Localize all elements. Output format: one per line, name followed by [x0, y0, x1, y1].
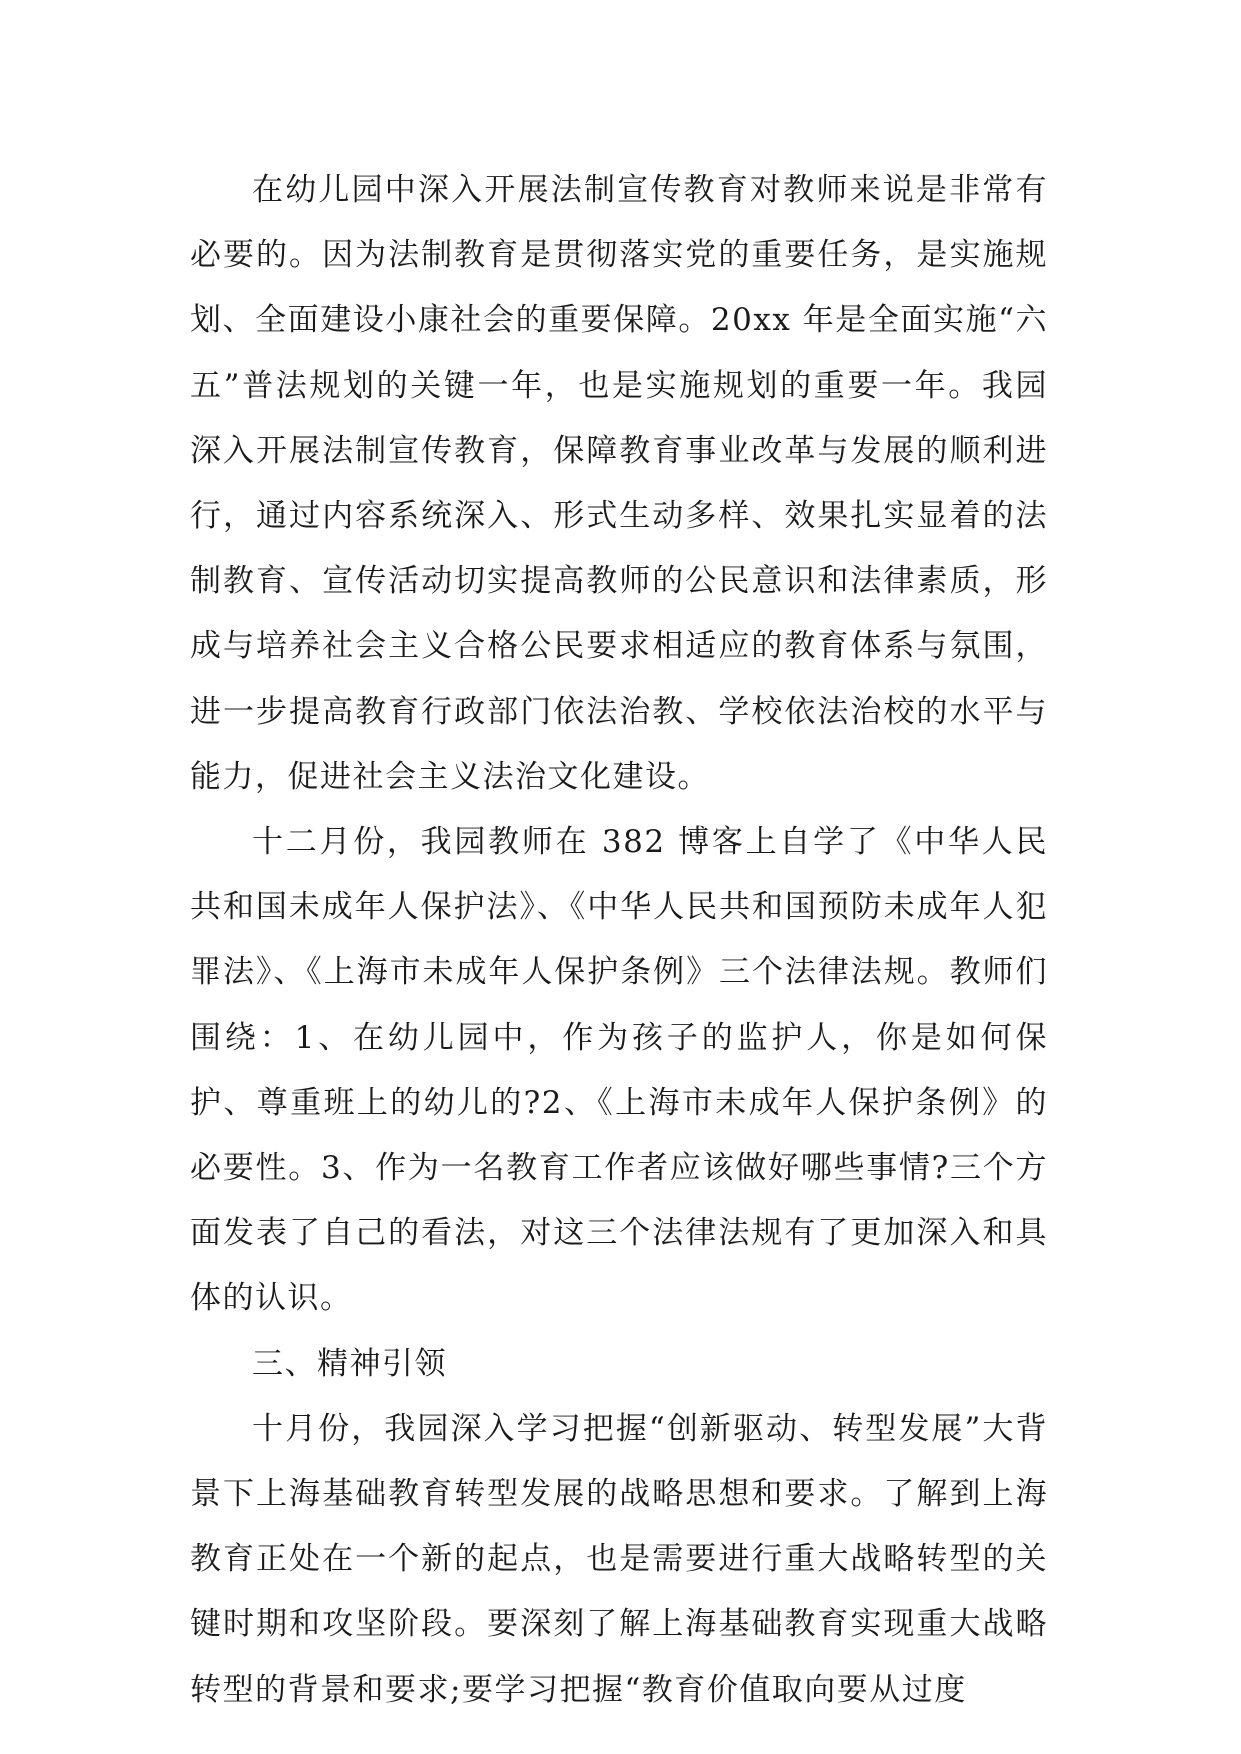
document-body: [190, 158, 1048, 1723]
paragraph-legal-education: 在幼儿园中深入开展法制宣传教育对教师来说是非常有必要的。因为法制教育是贯彻落实党的重要任务，是实施规划、全面建设小康社会的重要保障。20xx 年是全面实施“六五”普法规划的关键一年，也是实施规划的重要一年。我园深入开展法制宣传教育，保障教育事业改革与发展的顺利进行，通过内容系统深入、形式生动多样、效果扎实显着的法制教育、宣传活动切实提高教师的公民意识和法律素质，形成与培养社会主义合格公民要求相适应的教育体系与氛围，进一步提高教育行政部门依法治教、学校依法治校的水平与能力，促进社会主义法治文化建设。: [190, 172, 1048, 795]
section-heading: 三、精神引领: [252, 1345, 447, 1382]
paragraph-december-study: 十二月份，我园教师在 382 博客上自学了《中华人民共和国未成年人保护法》、《中华人民共和国预防未成年人犯罪法》、《上海市未成年人保护条例》三个法律法规。教师们围绕：1、在幼儿园中，作为孩子的监护人，你是如何保护、尊重班上的幼儿的?2、《上海市未成年人保护条例》的必要性。3、作为一名教育工作者应该做好哪些事情?三个方面发表了自己的看法，对这三个法律法规有了更加深入和具体的认识。: [190, 824, 1048, 1317]
paragraph-october-study: 十月份，我园深入学习把握“创新驱动、转型发展”大背景下上海基础教育转型发展的战略思想和要求。了解到上海教育正处在一个新的起点，也是需要进行重大战略转型的关键时期和攻坚阶段。要深刻了解上海基础教育实现重大战略转型的背景和要求;要学习把握“教育价值取向要从过度: [190, 1410, 1048, 1708]
